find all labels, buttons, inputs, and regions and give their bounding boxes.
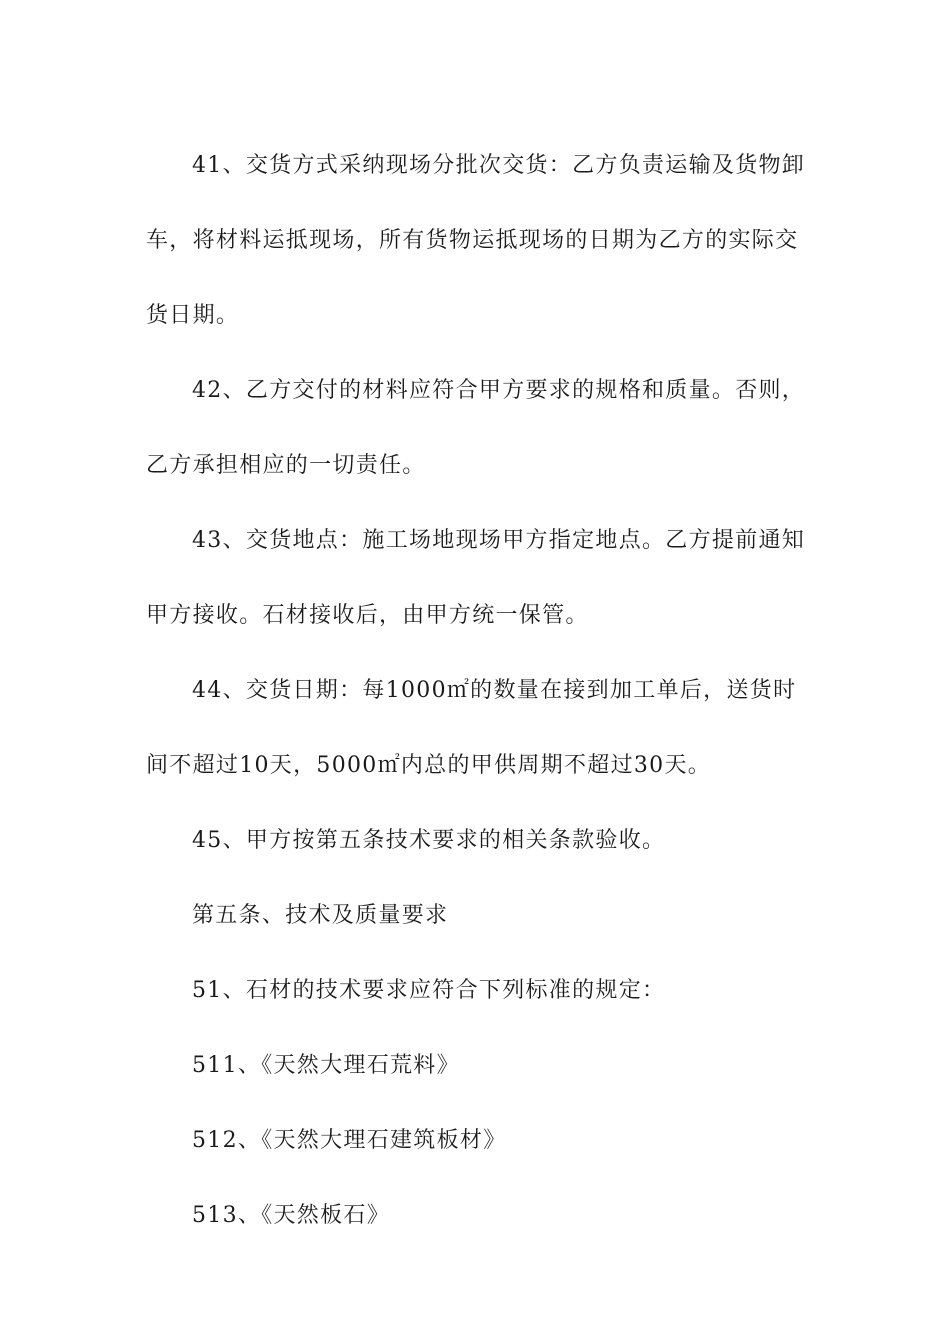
paragraph-clause-43: 43、交货地点：施工场地现场甲方指定地点。乙方提前通知甲方接收。石材接收后，由甲方统一保管。 bbox=[146, 528, 806, 628]
paragraph-clause-45: 45、甲方按第五条技术要求的相关条款验收。 bbox=[192, 828, 666, 853]
list-item-511: 511、《天然大理石荒料》 bbox=[192, 1053, 460, 1078]
list-item-512: 512、《天然大理石建筑板材》 bbox=[192, 1128, 507, 1153]
paragraph-clause-44: 44、交货日期：每1000㎡的数量在接到加工单后，送货时间不超过10天，5000㎡内总的甲供周期不超过30天。 bbox=[146, 678, 797, 778]
document-body bbox=[146, 128, 818, 1253]
paragraph-clause-41: 41、交货方式采纳现场分批次交货：乙方负责运输及货物卸车，将材料运抵现场，所有货物运抵现场的日期为乙方的实际交货日期。 bbox=[146, 153, 806, 328]
list-item-513: 513、《天然板石》 bbox=[192, 1203, 390, 1228]
section-heading-article-5: 第五条、技术及质量要求 bbox=[192, 903, 449, 928]
paragraph-clause-42: 42、乙方交付的材料应符合甲方要求的规格和质量。否则，乙方承担相应的一切责任。 bbox=[146, 378, 806, 478]
paragraph-clause-51: 51、石材的技术要求应符合下列标准的规定： bbox=[192, 978, 666, 1003]
